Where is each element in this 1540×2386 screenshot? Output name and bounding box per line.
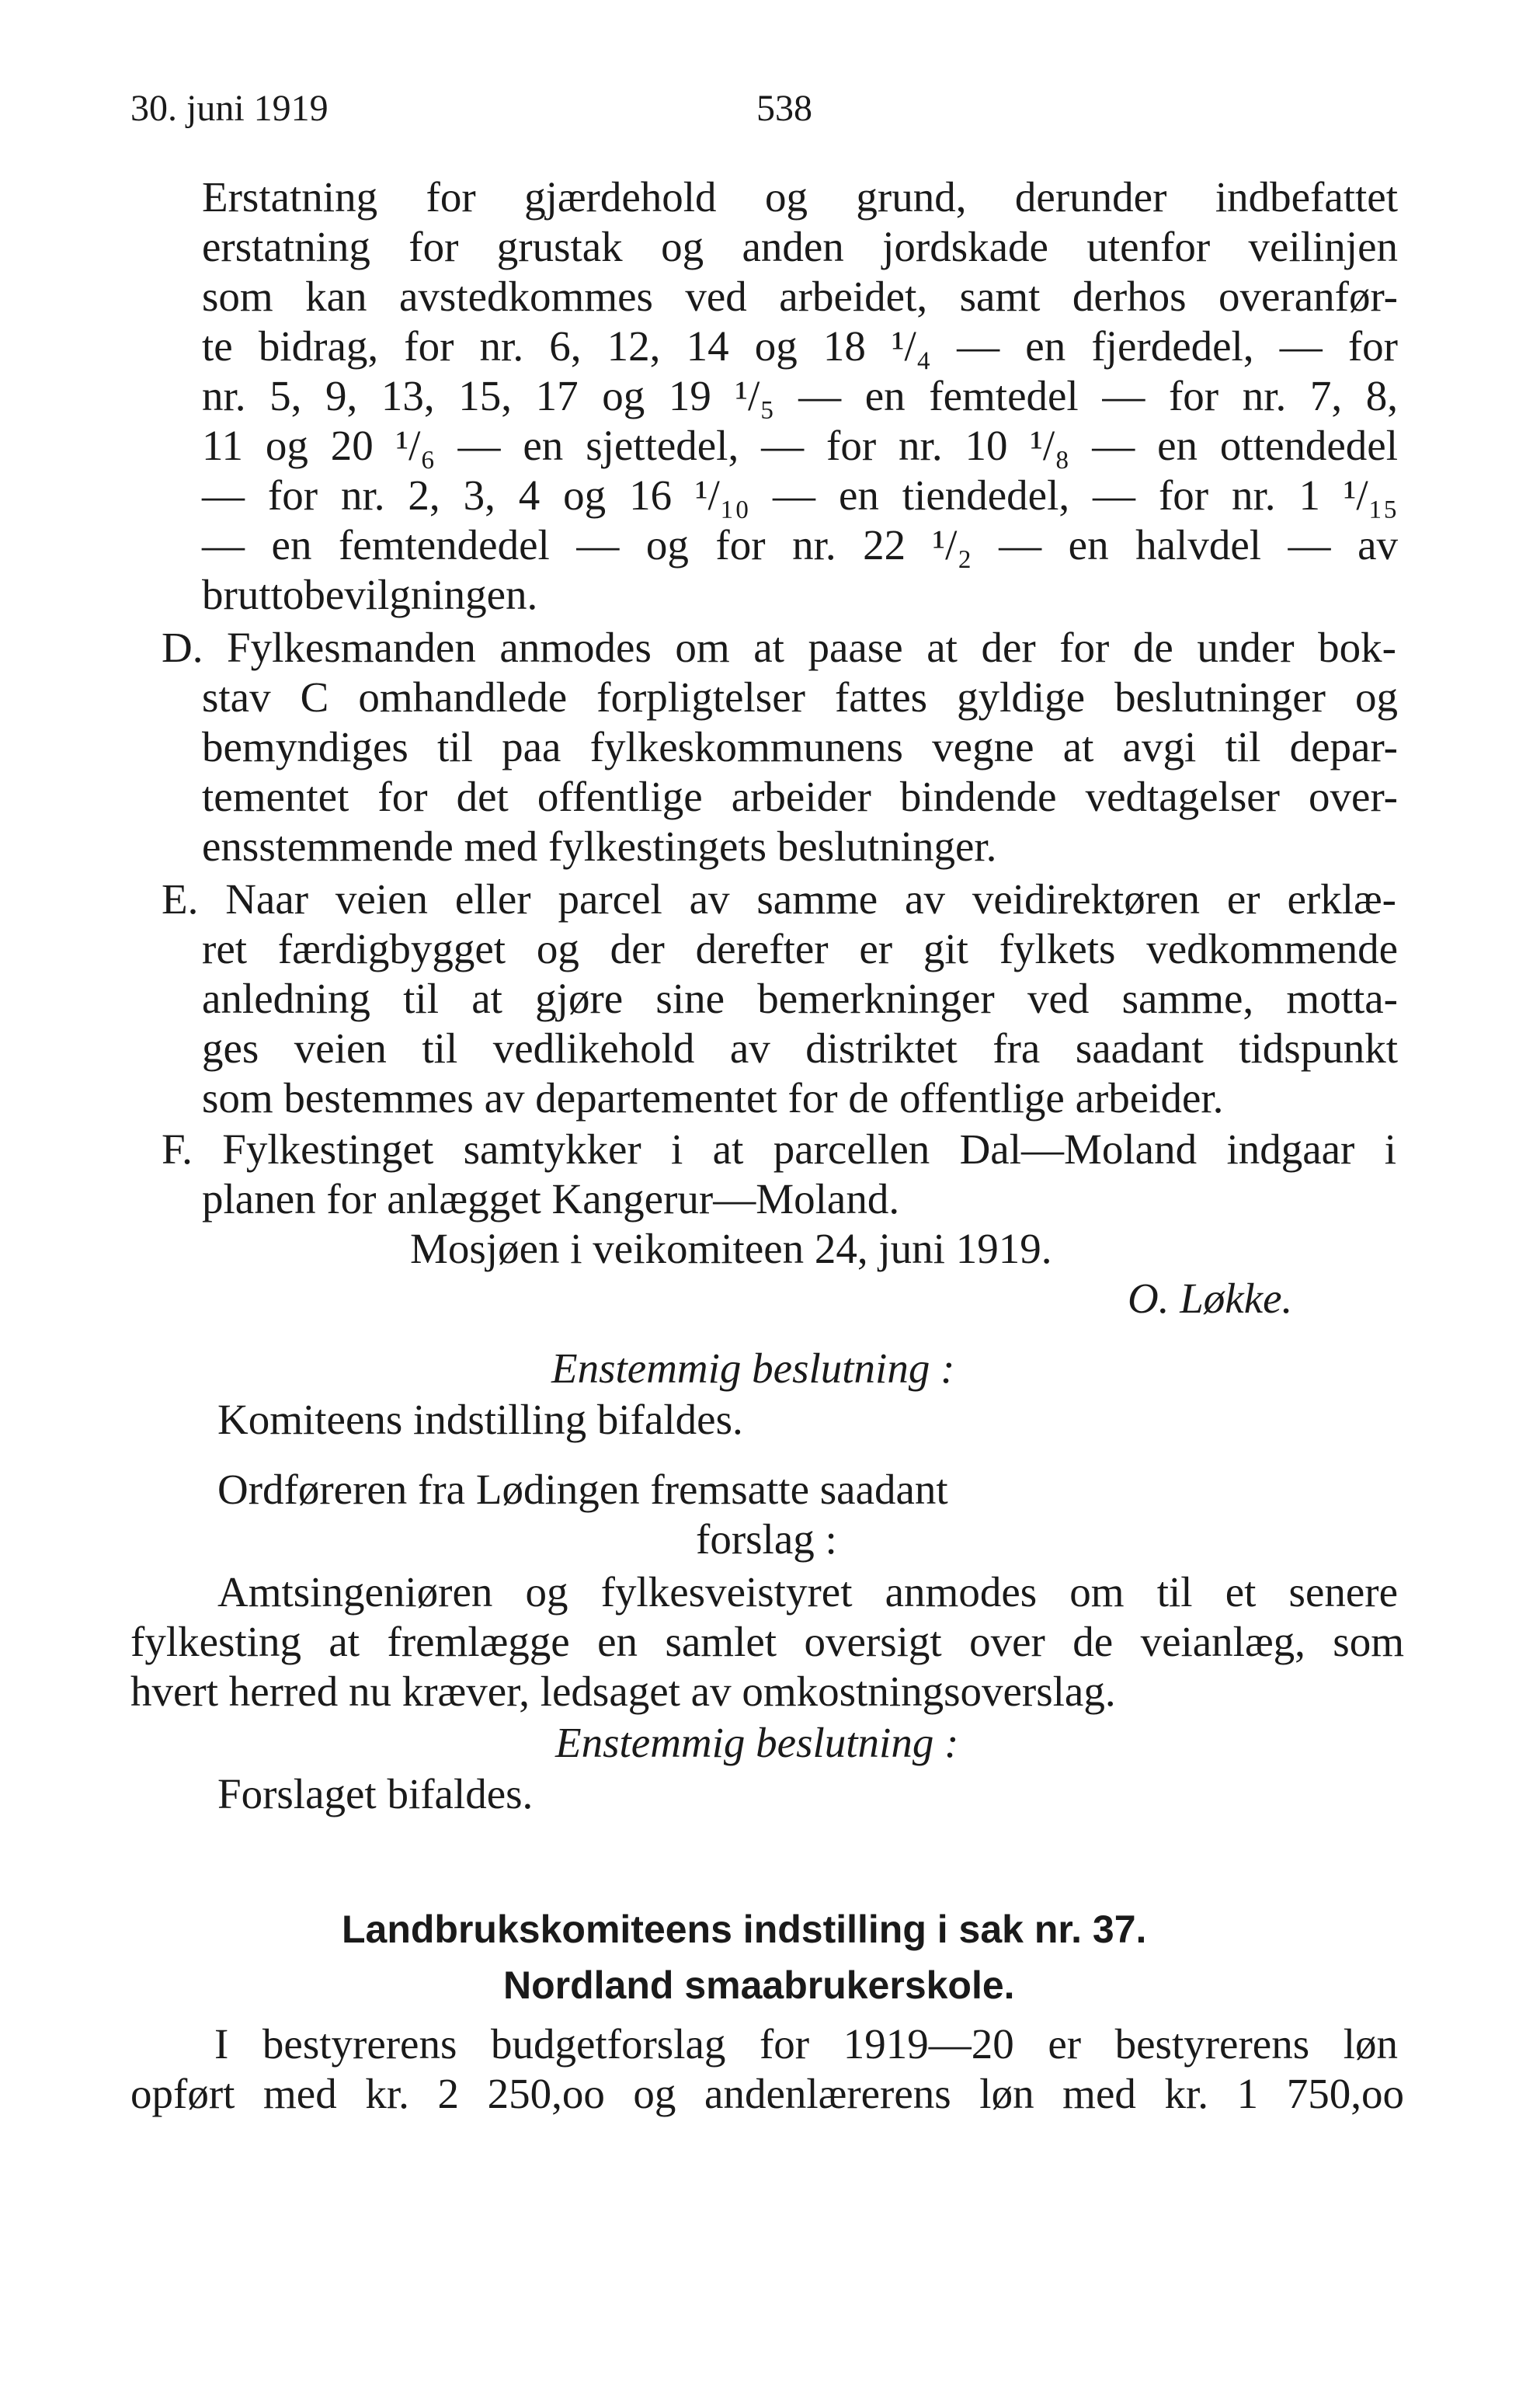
text-line: stav C omhandlede forpligtelser fattes gyldige beslutninger og bbox=[202, 673, 1398, 721]
text-line: ret færdigbygget og der derefter er git fylkets vedkommende bbox=[202, 925, 1398, 972]
text-line: planen for anlægget Kangerur—Moland. bbox=[202, 1175, 900, 1223]
text-line: I bestyrerens budgetforslag for 1919—20 er bestyrerens løn bbox=[214, 2020, 1398, 2068]
text-line: anledning til at gjøre sine bemerkninger ved samme, motta- bbox=[202, 975, 1398, 1022]
text-line: bruttobevilgningen. bbox=[202, 571, 538, 618]
proposal-line: Amtsingeniøren og fylkesveistyret anmodes om til et senere bbox=[217, 1568, 1398, 1616]
place-date: Mosjøen i veikomiteen 24, juni 1919. bbox=[410, 1225, 1052, 1272]
text-line: 11 og 20 ¹/₆ — en sjettedel, — for nr. 10 ¹/₈ — en ottendedel bbox=[202, 422, 1398, 469]
text-line: bemyndiges til paa fylkeskommunens vegne at avgi til depar- bbox=[202, 723, 1398, 770]
proposal-intro: Ordføreren fra Lødingen fremsatte saadant bbox=[217, 1466, 948, 1513]
decision-heading: Enstemmig beslutning : bbox=[551, 1344, 955, 1392]
signature: O. Løkke. bbox=[1128, 1275, 1293, 1322]
decision-text: Forslaget bifaldes. bbox=[217, 1770, 534, 1817]
text-line: som kan avstedkommes ved arbeidet, samt derhos overanfør- bbox=[202, 273, 1398, 320]
paragraph-f-line: F. Fylkestinget samtykker i at parcellen Dal—Moland indgaar i bbox=[162, 1125, 1396, 1173]
paragraph-e-line: E. Naar veien eller parcel av samme av veidirektøren er erklæ- bbox=[162, 875, 1396, 923]
text-line: — en femtendedel — og for nr. 22 ¹/₂ — en halvdel — av bbox=[202, 521, 1398, 569]
text-line: tementet for det offentlige arbeider bindende vedtagelser over- bbox=[202, 773, 1398, 820]
paragraph-d-line: D. Fylkesmanden anmodes om at paase at der for de under bok- bbox=[162, 624, 1396, 671]
text-line: nr. 5, 9, 13, 15, 17 og 19 ¹/₅ — en femtedel — for nr. 7, 8, bbox=[202, 372, 1398, 419]
section-title: Landbrukskomiteens indstilling i sak nr. 37. bbox=[342, 1908, 1147, 1951]
text-line: erstatning for grustak og anden jordskade utenfor veilinjen bbox=[202, 223, 1398, 270]
text-line: — for nr. 2, 3, 4 og 16 ¹/₁₀ — en tiendedel, — for nr. 1 ¹/₁₅ bbox=[202, 471, 1398, 519]
text-line: te bidrag, for nr. 6, 12, 14 og 18 ¹/₄ — en fjerdedel, — for bbox=[202, 322, 1398, 370]
text-line: som bestemmes av departementet for de offentlige arbeider. bbox=[202, 1074, 1224, 1122]
header-date: 30. juni 1919 bbox=[130, 88, 329, 129]
proposal-line: hvert herred nu kræver, ledsaget av omkostningsoverslag. bbox=[130, 1668, 1116, 1715]
decision-text: Komiteens indstilling bifaldes. bbox=[217, 1396, 743, 1443]
text-line: opført med kr. 2 250,oo og andenlærerens løn med kr. 1 750,oo bbox=[130, 2070, 1404, 2117]
section-subtitle: Nordland smaabrukerskole. bbox=[503, 1963, 1015, 2007]
text-line: ges veien til vedlikehold av distriktet fra saadant tidspunkt bbox=[202, 1024, 1398, 1072]
proposal-label: forslag : bbox=[696, 1515, 837, 1563]
text-line: Erstatning for gjærdehold og grund, derunder indbefattet bbox=[202, 173, 1398, 221]
page-number: 538 bbox=[756, 88, 812, 129]
decision-heading: Enstemmig beslutning : bbox=[555, 1719, 959, 1766]
text-line: ensstemmende med fylkestingets beslutninger. bbox=[202, 823, 997, 870]
page-header bbox=[130, 87, 1410, 141]
proposal-line: fylkesting at fremlægge en samlet oversigt over de veianlæg, som bbox=[130, 1618, 1404, 1665]
